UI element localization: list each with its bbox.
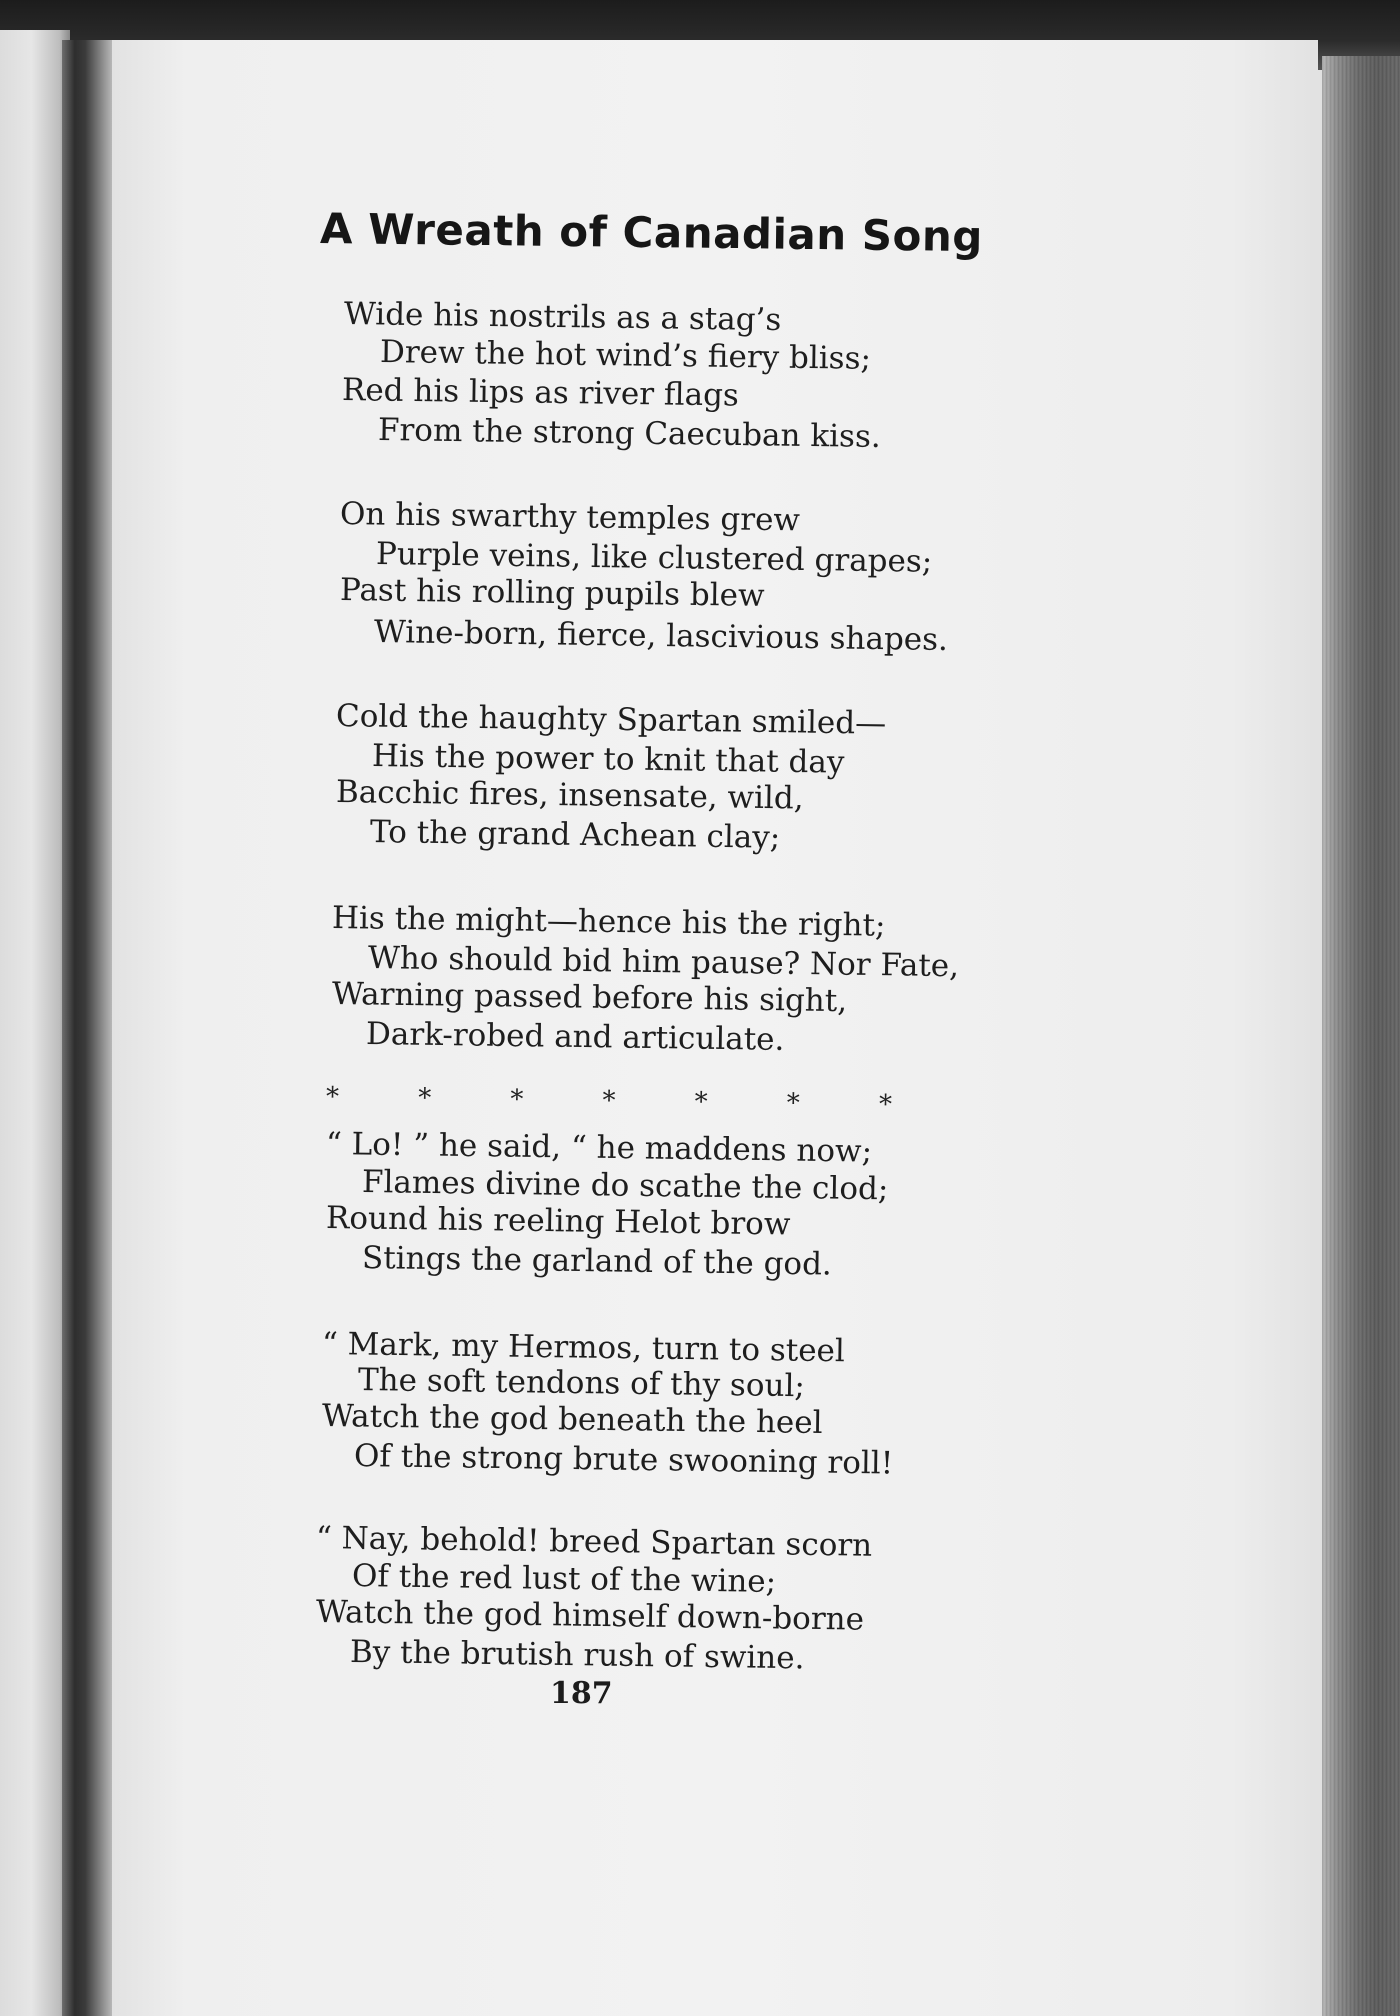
poem-line: Round his reeling Helot brow: [325, 1200, 791, 1243]
poem-line: Drew the hot wind’s fiery bliss;: [379, 334, 872, 377]
poem-line: Cold the haughty Spartan smiled—: [335, 698, 887, 742]
poem-line: Red his lips as river flags: [341, 372, 740, 414]
poem-line: By the brutish rush of swine.: [349, 1634, 805, 1677]
poem-line: Flames divine do scathe the clod;: [361, 1164, 889, 1208]
asterisk: *: [878, 1089, 893, 1120]
asterisk: *: [694, 1087, 708, 1118]
asterisk: *: [786, 1088, 800, 1119]
running-title: A Wreath of Canadian Song: [319, 204, 984, 262]
poem-line: Bacchic fires, insensate, wild,: [335, 774, 804, 817]
poem-line: From the strong Caecuban kiss.: [377, 412, 881, 456]
section-break: [326, 1082, 892, 1126]
page-number: 187: [550, 1676, 613, 1711]
poem-line: The soft tendons of thy soul;: [357, 1362, 806, 1405]
poem-line: Watch the god beneath the heel: [321, 1398, 823, 1441]
poem-line: Past his rolling pupils blew: [339, 572, 765, 614]
asterisk: *: [510, 1084, 524, 1115]
poem-line: Of the red lust of the wine;: [351, 1558, 777, 1600]
asterisk: *: [417, 1083, 432, 1114]
poem-line: Who should bid him pause? Nor Fate,: [367, 940, 960, 985]
poem-line: Of the strong brute swooning roll!: [353, 1438, 894, 1482]
poem-line: Wine-born, fierce, lascivious shapes.: [373, 614, 949, 659]
poem-line: Dark-robed and articulate.: [365, 1016, 785, 1058]
poem-line: To the grand Achean clay;: [369, 814, 781, 856]
poem-line: “ Nay, behold! breed Spartan scorn: [315, 1520, 873, 1564]
poem-line: Stings the garland of the god.: [361, 1240, 833, 1283]
poem-line: “ Mark, my Hermos, turn to steel: [321, 1326, 846, 1370]
poem-line: On his swarthy temples grew: [339, 496, 801, 539]
poem-line: “ Lo! ” he said, “ he maddens now;: [325, 1126, 873, 1170]
poem-line: Watch the god himself down-borne: [315, 1594, 865, 1638]
poem-line: Wide his nostrils as a stag’s: [343, 296, 782, 339]
poem-line: Warning passed before his sight,: [331, 976, 848, 1020]
poem-line: His the power to knit that day: [371, 738, 845, 781]
asterisk: *: [325, 1082, 340, 1113]
poem-line: Purple veins, like clustered grapes;: [375, 536, 933, 580]
poem-line: His the might—hence his the right;: [331, 900, 886, 944]
asterisk: *: [602, 1085, 616, 1117]
